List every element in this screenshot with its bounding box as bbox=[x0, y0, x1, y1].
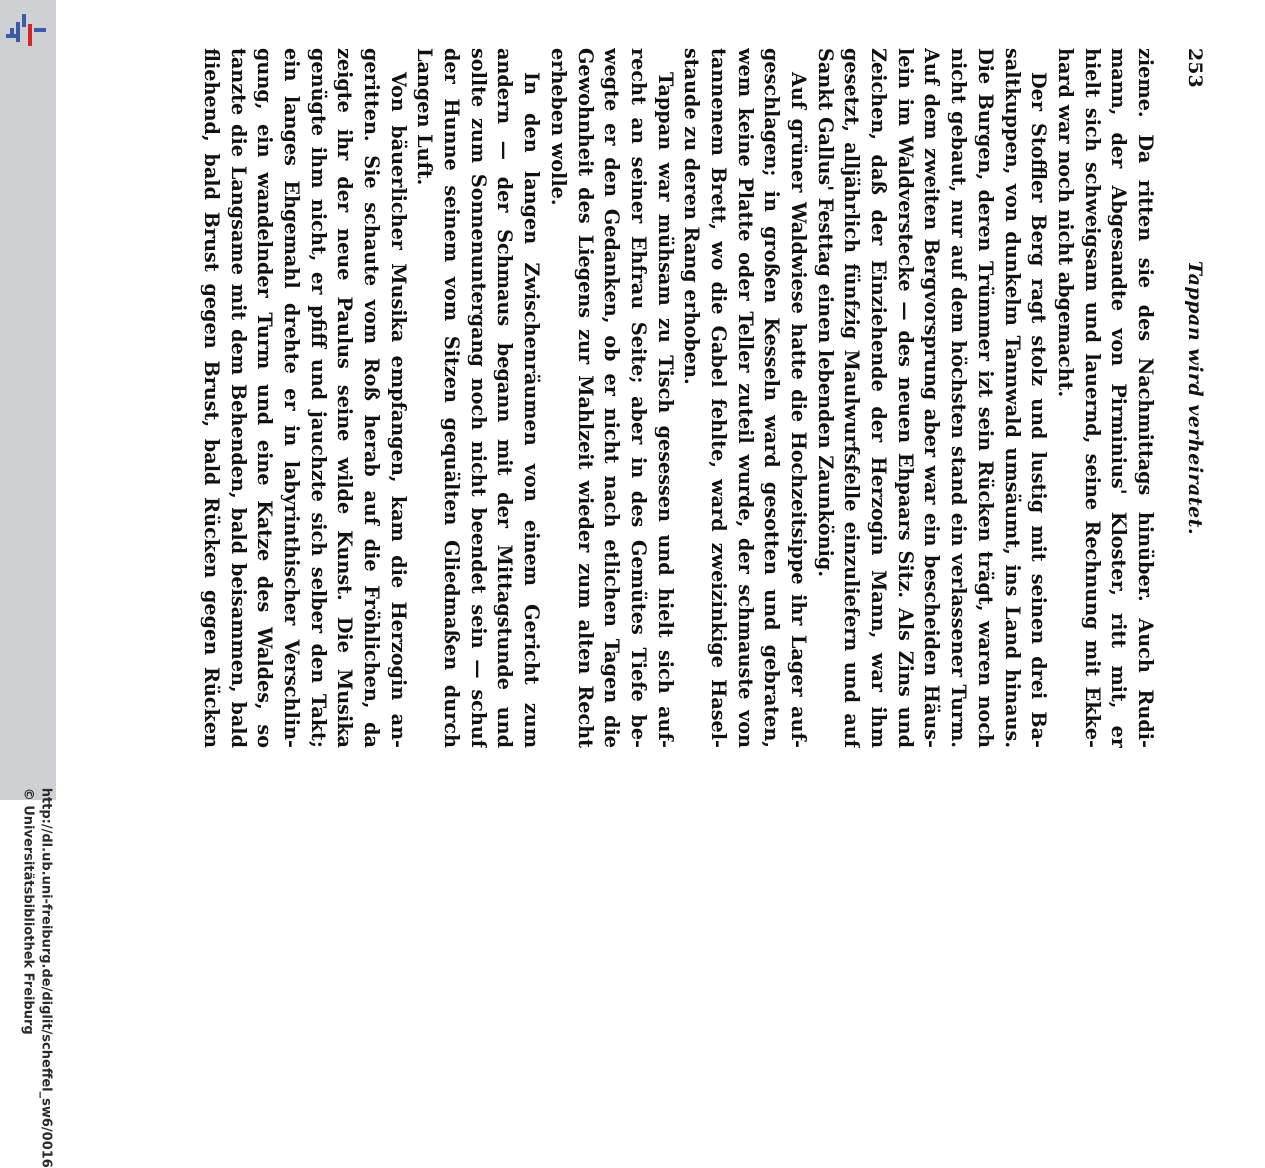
text-line: hielt sich schweigsam und lauernd, seine Rechnung mit Ekke- bbox=[1080, 48, 1104, 748]
text-line: andern — der Schmaus begann mit der Mittagstunde und bbox=[493, 48, 517, 748]
text-line: erheben wolle. bbox=[546, 48, 570, 206]
text-line: tanzte die Langsame mit dem Behenden, bald beisammen, bald bbox=[226, 48, 250, 748]
text-line: staude zu deren Rang erhoben. bbox=[680, 48, 704, 385]
text-line: Die Burgen, deren Trümmer izt sein Rücken trägt, waren noch bbox=[973, 48, 997, 748]
text-line: gung, ein wandelnder Turm und eine Katze des Waldes, so bbox=[253, 48, 277, 748]
text-line: geschlagen; in großen Kesseln ward gesotten und gebraten, bbox=[760, 48, 784, 748]
text-line: zieme. Da ritten sie des Nachmittags hinüber. Auch Rudi- bbox=[1134, 48, 1157, 748]
text-line: ein langes Ehgemahl drehte er in labyrinthischer Verschlin- bbox=[280, 48, 303, 748]
copyright-notice: © Universitätsbibliothek Freiburg bbox=[20, 788, 36, 1036]
page-content-rotated bbox=[162, 48, 1210, 748]
text-line: lein im Waldverstecke — des neuen Ehpaars Sitz. Als Zins und bbox=[893, 48, 917, 748]
text-line: recht an seiner Ehfrau Seite; aber in des Gemütes Tiefe be- bbox=[626, 48, 650, 748]
text-line: In den langen Zwischenräumen von einem Gericht zum bbox=[520, 72, 544, 748]
body-text bbox=[162, 48, 1158, 748]
text-line: wem keine Platte oder Teller zuteil wurde, der schmauste von bbox=[733, 48, 757, 748]
text-line: Der Stoffler Berg ragt stolz und lustig mit seinen drei Ba- bbox=[1027, 72, 1051, 748]
text-line: der Hunne seinem vom Sitzen gequälten Gliedmaßen durch bbox=[440, 48, 464, 748]
text-line: sollte zum Sonnenuntergang noch nicht beendet sein — schuf bbox=[466, 48, 490, 748]
library-logo-icon bbox=[4, 10, 48, 50]
text-line: Langen Luft. bbox=[413, 48, 437, 186]
text-line: wegte er den Gedanken, ob er nicht nach etlichen Tagen die bbox=[600, 48, 624, 748]
text-line: Sankt Gallus' Festtag einen lebenden Zaunkönig. bbox=[813, 48, 837, 577]
running-title: Tappan wird verheiratet. bbox=[1184, 260, 1206, 536]
text-line: Von bäuerlicher Musika empfangen, kam die Herzogin an- bbox=[386, 72, 410, 748]
text-line: Auf dem zweiten Bergvorsprung aber war ein bescheiden Häus- bbox=[920, 48, 944, 748]
text-line: Gewohnheit des Liegens zur Mahlzeit wieder zum alten Recht bbox=[573, 48, 597, 748]
source-url[interactable]: http://dl.ub.uni-freiburg.de/diglit/scheffel_sw6/0016 bbox=[38, 788, 54, 1168]
text-line: zeigte ihr der neue Paulus seine wilde Kunst. Die Musika bbox=[333, 48, 357, 748]
scanned-page bbox=[162, 48, 1210, 748]
viewer-sidebar bbox=[0, 0, 56, 1168]
text-line: hard war noch nicht abgemacht. bbox=[1053, 48, 1077, 398]
text-line: Zeichen, daß der Einziehende der Herzogin Mann, war ihm bbox=[867, 48, 891, 748]
page-number: 253 bbox=[1184, 48, 1206, 88]
sidebar-caption bbox=[8, 398, 54, 1168]
text-line: geritten. Sie schaute vom Roß herab auf die Fröhlichen, da bbox=[360, 48, 384, 748]
text-line: tannenem Brett, wo die Gabel fehlte, ward zweizinkige Hasel- bbox=[707, 48, 730, 748]
text-line: saltkuppen, von dunkelm Tannwald umsäumt, ins Land hinaus. bbox=[1000, 48, 1024, 748]
text-line: Auf grüner Waldwiese hatte die Hochzeitsippe ihr Lager auf- bbox=[787, 72, 811, 748]
text-line: gesetzt, alljährlich fünfzig Maulwurfsfelle einzuliefern und auf bbox=[840, 48, 864, 748]
text-line: genügte ihm nicht, er pfiff und jauchzte sich selber den Takt; bbox=[306, 48, 330, 748]
text-line: Tappan war mühsam zu Tisch gesessen und hielt sich auf- bbox=[653, 72, 677, 748]
page-header bbox=[1166, 48, 1206, 748]
text-line: mann, der Abgesandte von Pirminius' Kloster, ritt mit, er bbox=[1107, 48, 1131, 748]
text-line: nicht gebaut, nur auf dem höchsten stand ein verlassener Turm. bbox=[947, 48, 971, 748]
text-line: fliehend, bald Brust gegen Brust, bald Rücken gegen Rücken bbox=[199, 48, 223, 748]
